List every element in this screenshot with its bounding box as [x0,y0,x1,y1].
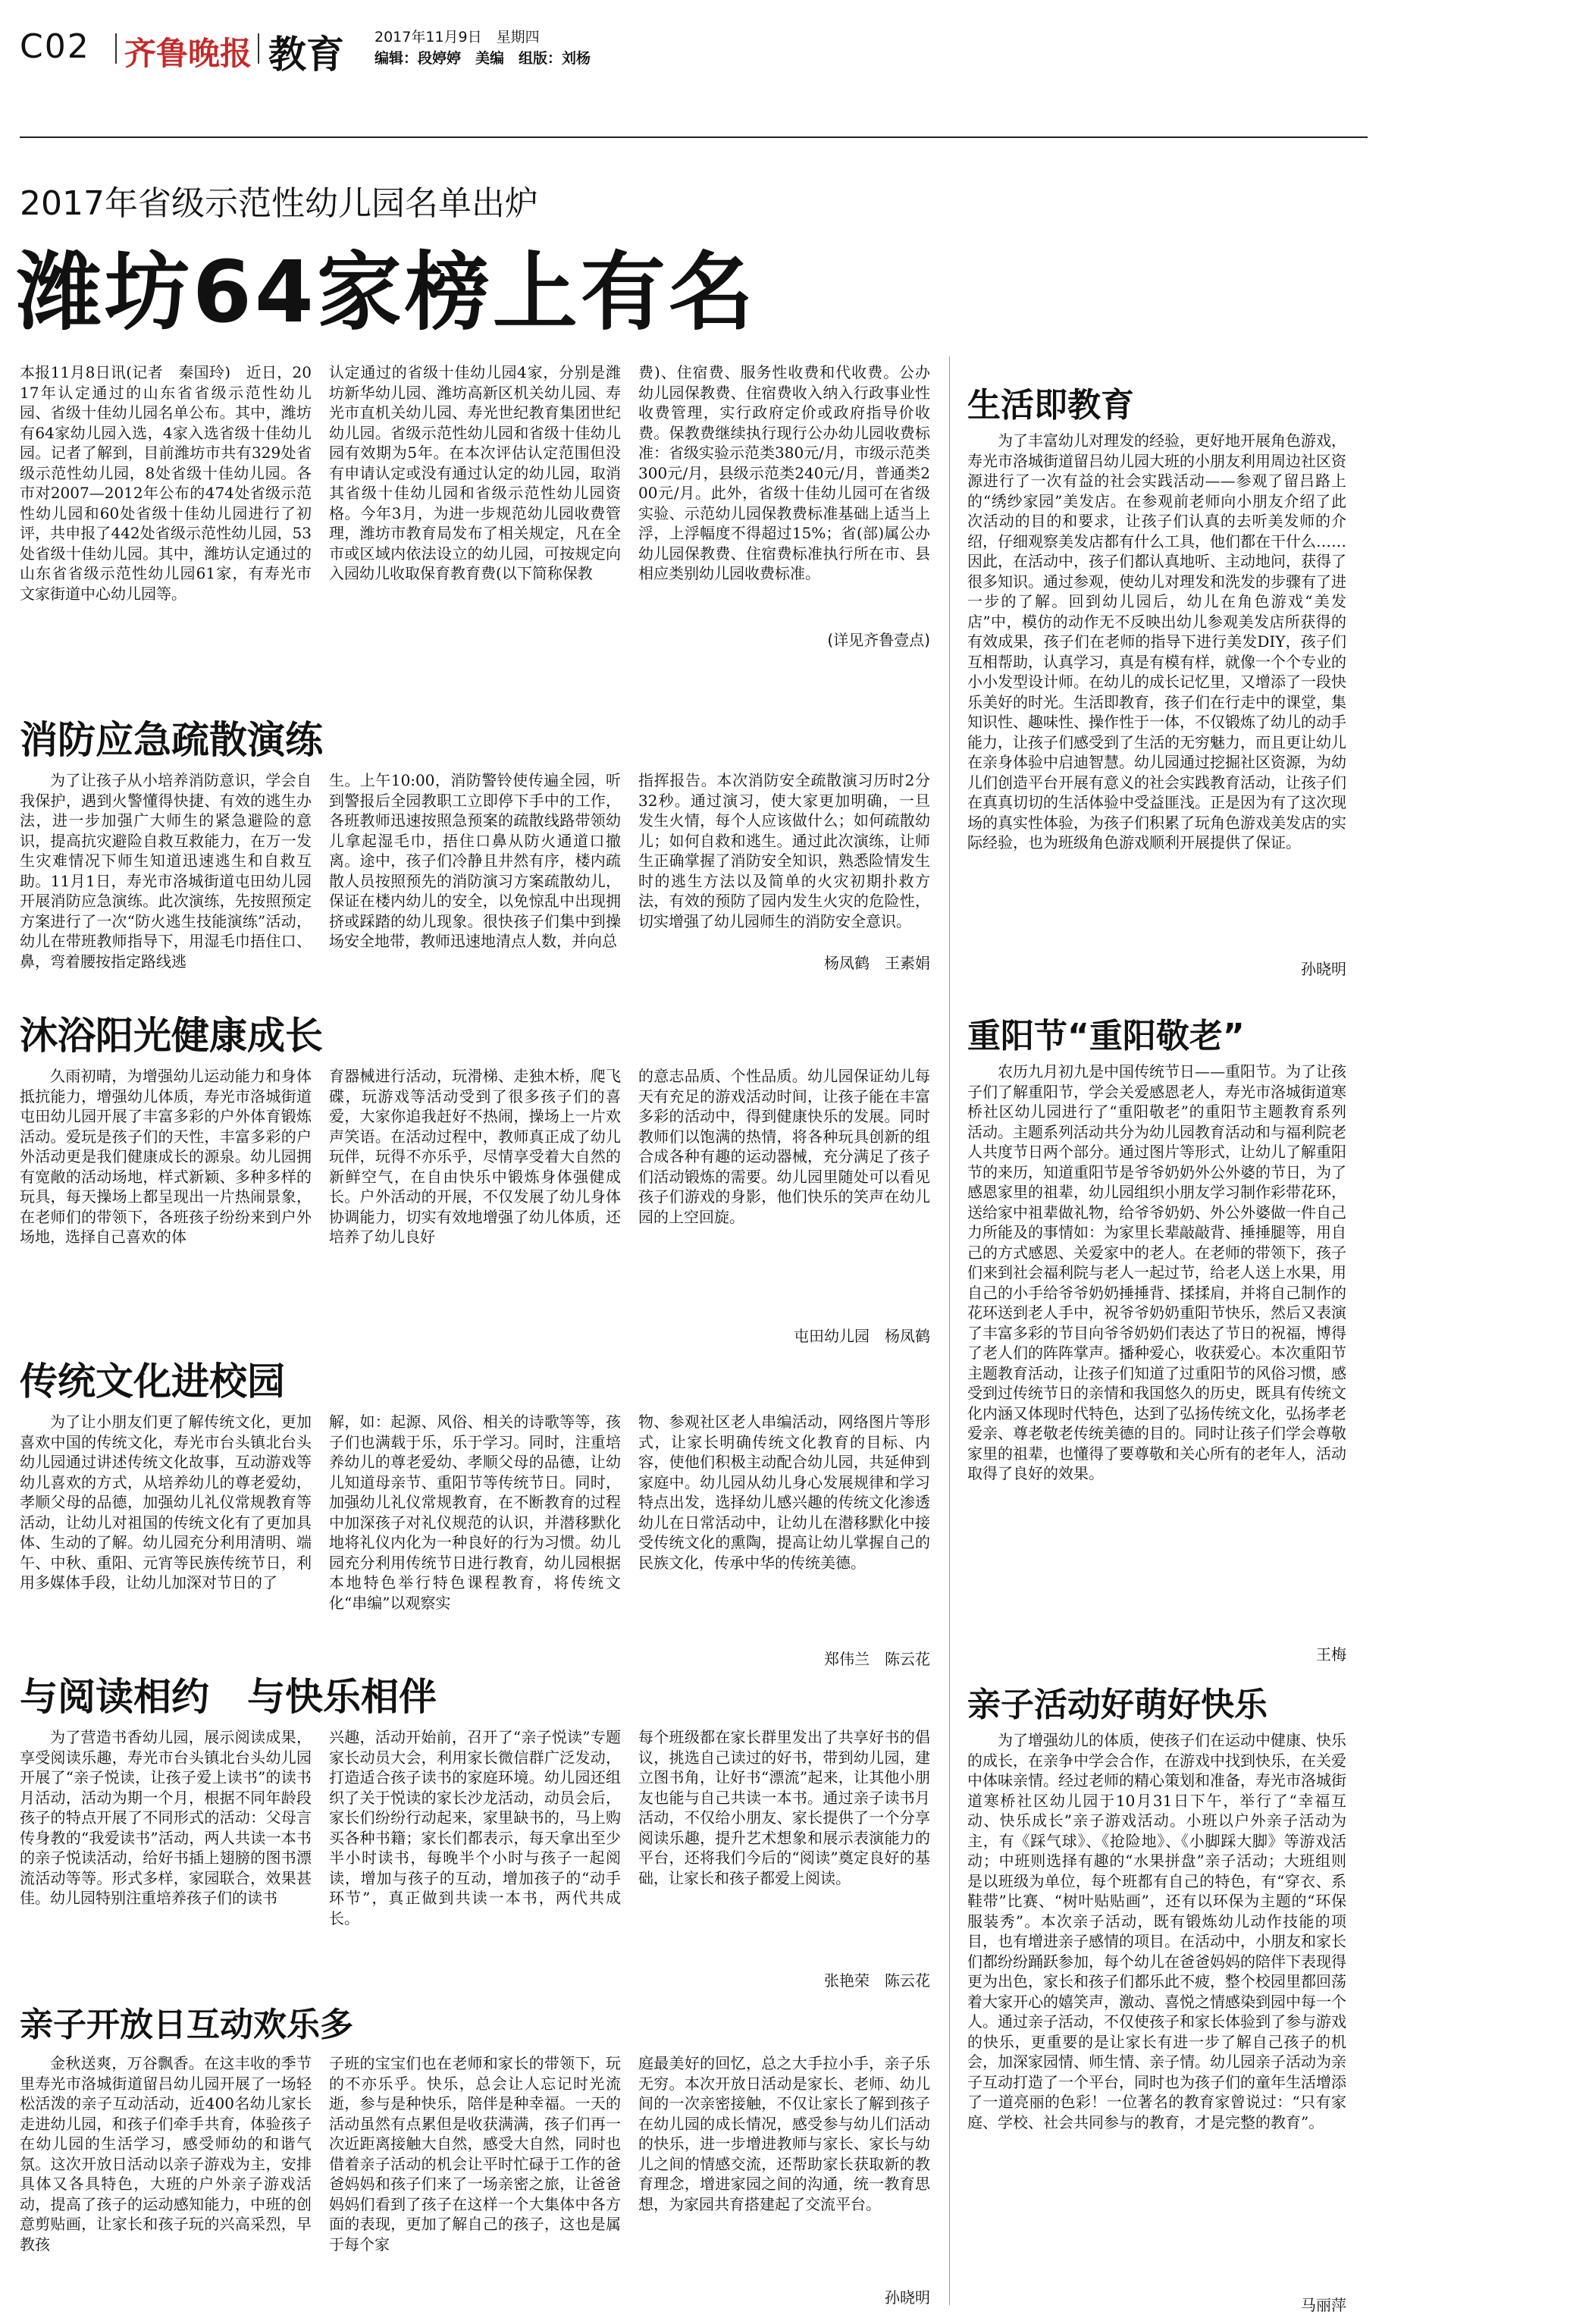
reading-byline: 张艳荣 陈云花 [824,1971,930,1990]
sunshine-column-3: 的意志品质、个性品质。幼儿园保证幼儿每天有充足的游戏活动时间，让孩子能在丰富多彩的活动中，得到健康快乐的发展。同时教师们以饱满的热情，将各种玩具创新的组合成各种有趣的运动器械，充分满足了孩子们活动锻炼的需要。幼儿园里随处可以看见孩子们游戏的身影，他们快乐的笑声在幼儿园的上空回旋。 [638,1067,930,1226]
culture-column-1: 为了让小朋友们更了解传统文化，更加喜欢中国的传统文化，寿光市台头镇北台头幼儿园通过讲述传统文化故事，互动游戏等幼儿喜欢的方式，从培养幼儿的尊老爱幼，孝顺父母的品德，加强幼儿礼仪常规教育等活动，让幼儿对祖国的传统文化有了更加具体、生动的了解。幼儿园充分利用清明、端午、中秋、重阳、元宵等民族传统节日，利用多媒体手段，让幼儿加深对节日的了 [20,1413,312,1592]
page-number: C02 [20,27,90,66]
lead-kicker: 2017年省级示范性幼儿园名单出炉 [20,184,538,223]
sunshine-column-1: 久雨初晴，为增强幼儿运动能力和身体抵抗能力，增强幼儿体质，寿光市洛城街道屯田幼儿园开展了丰富多彩的户外体育锻炼活动。爱玩是孩子们的天性，丰富多彩的户外活动更是我们健康成长的源泉。幼儿园拥有宽敞的活动场地，样式新颖、多种多样的玩具，每天操场上都呈现出一片热闹景象，在老师们的带领下，各班孩子纷纷来到户外场地，选择自己喜欢的体 [20,1067,312,1246]
sunshine-column-2: 育器械进行活动，玩滑梯、走独木桥，爬飞碟，玩游戏等活动受到了很多孩子们的喜爱，大家你追我赶好不热闹，操场上一片欢声笑语。在活动过程中，教师真正成了幼儿玩伴，玩得不亦乐乎，尽情享受着大自然的新鲜空气，在自由快乐中锻炼身体强健成长。户外活动的开展，不仅发展了幼儿身体协调能力，切实有效地增强了幼儿体质，还培养了幼儿良好 [329,1067,621,1246]
open-day-byline: 孙晓明 [885,2288,930,2307]
chongyang-title: 重阳节“重阳敬老” [967,1017,1245,1055]
sunshine-byline: 屯田幼儿园 杨凤鹤 [794,1327,930,1345]
fire-drill-column-2: 生。上午10:00，消防警铃使传遍全园，听到警报后全园教职工立即停下手中的工作，各班教师迅速按照急预案的疏散线路带领幼儿拿起湿毛巾，捂住口鼻从防火通道口撤离。途中，孩子们冷静且井然有序，楼内疏散人员按照预先的消防演习方案疏散幼儿，保证在楼内幼儿的安全，以免惊乱中出现拥挤或踩踏的幼儿现象。很快孩子们集中到操场安全地带，教师迅速地清点人数，并向总 [329,771,621,950]
reading-column-3: 每个班级都在家长群里发出了共享好书的倡议，挑选自己读过的好书，带到幼儿园，建立图书角，让好书“漂流”起来，让其他小朋友也能与自己共读一本书。通过亲子读书月活动，不仅给小朋友、家长提供了一个分享阅读乐趣，提升艺术想象和展示表演能力的平台，还将我们今后的“阅读”奠定良好的基础，让家长和孩子都爱上阅读。 [638,1728,930,1887]
lead-column-3: 费)、住宿费、服务性收费和代收费。公办幼儿园保教费、住宿费收入纳入行政事业性收费管理，实行政府定价或政府指导价收费。保教费继续执行现行公办幼儿园收费标准：省级实验示范类380元/月，市级示范类300元/月，县级示范类240元/月，普通类200元/月。此外，省级十佳幼儿园可在省级实验、示范幼儿园保教费标准基础上适当上浮，上浮幅度不得超过15%；省(部)属公办幼儿园保教费、住宿费标准执行所在市、县相应类别幼儿园收费标准。 [638,363,930,582]
fire-drill-column-1: 为了让孩子从小培养消防意识，学会自我保护，遇到火警懂得快捷、有效的逃生办法，进一步加强广大师生的紧急避险的意识，提高抗灾避险自救互救能力，在万一发生灾难情况下师生知道迅速逃生和自救互助。11月1日，寿光市洛城街道屯田幼儿园开展消防应急演练。此次演练，先按照预定方案进行了一次“防火逃生技能演练”活动，幼儿在带班教师指导下，用湿毛巾捂住口、鼻，弯着腰按指定路线逃 [20,771,312,971]
masthead-divider [115,33,117,64]
open-day-column-1: 金秋送爽，万谷飘香。在这丰收的季节里寿光市洛城街道留吕幼儿园开展了一场轻松活泼的亲子互动活动，近400名幼儿家长走进幼儿园，和孩子们牵手共育，体验孩子在幼儿园的生活学习，感受师幼的和谐气氛。这次开放日活动以亲子游戏为主，安排具体又各具特色，大班的户外亲子游戏活动，提高了孩子的运动感知能力，中班的创意剪贴画，让家长和孩子玩的兴高采烈，早教孩 [20,2054,312,2253]
header-rule [20,136,1368,138]
masthead-divider [258,33,259,64]
chongyang-body: 农历九月初九是中国传统节日——重阳节。为了让孩子们了解重阳节，学会关爱感恩老人，寿光市洛城街道寒桥社区幼儿园进行了“重阳敬老”的重阳节主题教育系列活动。主题系列活动共分为幼儿园教育活动和与福利院老人共度节日两个部分。通过图片等形式，让幼儿了解重阳节的来历，知道重阳节是爷爷奶奶外公外婆的节日，为了感恩家里的祖辈，幼儿园组织小朋友学习制作彩带花环，送给家中祖辈做礼物，给爷爷奶奶、外公外婆做一件自己力所能及的事情如：为家里长辈敲敲背、捶捶腿等，用自己的方式感恩、关爱家中的老人。在老师的带领下，孩子们来到社会福利院与老人一起过节，给老人送上水果，用自己的小手给爷爷奶奶捶捶背、揉揉肩，并将自己制作的花环送到老人手中，祝爷爷奶奶重阳节快乐，然后又表演了丰富多彩的节目向爷爷奶奶们表达了节日的祝福，博得了老人们的阵阵掌声。播种爱心，收获爱心。本次重阳节主题教育活动，让孩子们知道了过重阳节的风俗习惯，感受到过传统节日的亲情和我国悠久的历史，既具有传统文化内涵又体现时代特色，达到了弘扬传统文化，弘扬孝老爱亲、尊老敬老传统美德的目的。同时让孩子们学会尊敬家里的祖辈，也懂得了要尊敬和关心所有的老年人，活动取得了良好的效果。 [967,1062,1346,1482]
parent-child-body: 为了增强幼儿的体质，使孩子们在运动中健康、快乐的成长，在亲争中学会合作，在游戏中找到快乐，在关爱中体味亲情。经过老师的精心策划和准备，寿光市洛城街道寒桥社区幼儿园于10月31日下午，举行了“幸福互动、快乐成长”亲子游戏活动。小班以户外亲子活动为主，有《踩气球》、《抢险地》、《小脚踩大脚》等游戏活动；中班则选择有趣的“水果拼盘”亲子活动；大班组则是以班级为单位，每个班都有自己的特色，有“穿衣、系鞋带”比赛、“树叶贴贴画”，还有以环保为主题的“环保服装秀”。本次亲子活动，既有锻炼幼儿动作技能的项目，也有增进亲子感情的项目。在活动中，小朋友和家长们都纷纷踊跃参加，每个幼儿在爸爸妈妈的陪伴下表现得更为出色，家长和孩子们都乐此不疲，整个校园里都回荡着大家开心的嬉笑声，激动、喜悦之情感染到园中每一个人。通过亲子活动，不仅使孩子和家长体验到了参与游戏的快乐，更重要的是让家长有进一步了解自己孩子的机会，加深家园情、师生情、亲子情。幼儿园亲子活动为亲子互动打造了一个平台，同时也为孩子们的童年生活增添了一道亮丽的色彩！一位著名的教育家曾说过：“只有家庭、学校、社会共同参与的教育，才是完整的教育”。 [967,1731,1346,2131]
reading-title: 与阅读相约 与快乐相伴 [20,1675,437,1719]
life-education-body: 为了丰富幼儿对理发的经验，更好地开展角色游戏，寿光市洛城街道留吕幼儿园大班的小朋友利用周边社区资源进行了一次有益的社会实践活动——参观了留吕路上的“绣纱家园”美发店。在参观前老师向小朋友介绍了此次活动的目的和要求，让孩子们认真的去听美发师的介绍，仔细观察美发店都有什么工具，他们都在干什么……因此，在活动中，孩子们都认真地听、主动地问，获得了很多知识。通过参观，使幼儿对理发和洗发的步骤有了进一步的了解。回到幼儿园后，幼儿在角色游戏“美发店”中，模仿的动作无不反映出幼儿参观美发店所获得的有效成果，孩子们在老师的指导下进行美发DIY，孩子们互相帮助，认真学习，真是有模有样，就像一个个专业的小小发型设计师。在幼儿的成长记忆里，又增添了一段快乐美好的时光。生活即教育，孩子们在行走中的课堂，集知识性、趣味性、操作性于一体，不仅锻炼了幼儿的动手能力，让孩子们感受到了生活的无穷魅力，而且更让幼儿在亲身体验中启迪智慧。幼儿园通过挖掘社区资源，为幼儿们创造平台开展有意义的社会实践教育活动，让孩子们在真真切切的生活体验中受益匪浅。正是因为有了这次现场的真实性体验，为孩子们积累了玩角色游戏美发店的实际经验，也为班级角色游戏顺利开展提供了保证。 [967,431,1346,852]
culture-column-2: 解，如：起源、风俗、相关的诗歌等等，孩子们也满载于乐，乐于学习。同时，注重培养幼儿的尊老爱幼、孝顺父母的品德，让幼儿知道母亲节、重阳节等传统节日。同时，加强幼儿礼仪常规教育，在不断教育的过程中加深孩子对礼仪规范的认识，并潜移默化地将礼仪内化为一种良好的行为习惯。幼儿园充分利用传统节日进行教育，幼儿园根据本地特色举行特色课程教育，将传统文化“串编”以观察实 [329,1413,621,1612]
lead-headline: 潍坊64家榜上有名 [17,243,757,342]
column-divider [949,356,950,2305]
fire-drill-byline: 杨凤鹤 王素娟 [824,954,930,972]
open-day-title: 亲子开放日互动欢乐多 [20,2006,353,2044]
fire-drill-column-3: 指挥报告。本次消防安全疏散演习历时2分32秒。通过演习，使大家更加明确，一旦发生火情，每个人应该做什么；如何疏散幼儿；如何自救和逃生。通过此次演练，让师生正确掌握了消防安全知识，熟悉险情发生时的逃生方法以及简单的火灾初期扑救方法，有效的预防了园内发生火灾的危险性，切实增强了幼儿园师生的消防安全意识。 [638,771,930,930]
reading-column-1: 为了营造书香幼儿园，展示阅读成果，享受阅读乐趣，寿光市台头镇北台头幼儿园开展了“亲子悦读，让孩子爱上读书”的读书月活动，活动为期一个月，根据不同年龄段孩子的特点开展了不同形式的活动：父母言传身教的“我爱读书”活动，两人共读一本书的亲子悦读活动，给好书插上翅膀的图书漂流活动等等。形式多样，家园联合，效果甚佳。幼儿园特别注重培养孩子们的读书 [20,1728,312,1907]
parent-child-byline: 马丽萍 [1301,2296,1346,2314]
parent-child-title: 亲子活动好萌好快乐 [967,1686,1268,1724]
open-day-column-2: 子班的宝宝们也在老师和家长的带领下，玩的不亦乐乎。快乐，总会让人忘记时光流逝，参与是种快乐，陪伴是种幸福。一天的活动虽然有点累但是收获满满，孩子们再一次近距离接触大自然，感受大自然，同时也借着亲子活动的机会让平时忙碌于工作的爸爸妈妈和孩子们来了一场亲密之旅，让爸爸妈妈们看到了孩子在这样一个大集体中各方面的表现，更加了解自己的孩子，这也是属于每个家 [329,2054,621,2253]
editor-credits: 编辑：段婷婷 美编 组版：刘杨 [374,50,591,67]
life-education-title: 生活即教育 [967,386,1134,425]
section-name: 教育 [268,33,344,77]
lead-column-1: 本报11月8日讯(记者 秦国玲) 近日，2017年认定通过的山东省省级示范性幼儿园、省级十佳幼儿园名单公布。其中，潍坊有64家幼儿园入选，4家入选省级十佳幼儿园。记者了解到，目前潍坊市共有329处省级示范性幼儿园，8处省级十佳幼儿园。各市对2007—2012年公布的474处省级示范性幼儿园和60处省级十佳幼儿园进行了初评，共申报了442处省级示范性幼儿园，53处省级十佳幼儿园。其中，潍坊认定通过的山东省省级示范性幼儿园61家，有寿光市文家街道中心幼儿园等。 [20,363,312,603]
lead-column-2: 认定通过的省级十佳幼儿园4家，分别是潍坊新华幼儿园、潍坊高新区机关幼儿园、寿光市直机关幼儿园、寿光世纪教育集团世纪幼儿园。省级示范性幼儿园和省级十佳幼儿园有效期为5年。在本次评估认定范围但没有申请认定或没有通过认定的幼儿园，取消其省级十佳幼儿园和省级示范性幼儿园资格。今年3月，为进一步规范幼儿园收费管理，潍坊市教育局发布了相关规定，凡在全市或区域内依法设立的幼儿园，可按规定向入园幼儿收取保育教育费(以下简称保教 [329,363,621,582]
open-day-column-3: 庭最美好的回忆，总之大手拉小手，亲子乐无穷。本次开放日活动是家长、老师、幼儿间的一次亲密接触，不仅让家长了解到孩子在幼儿园的成长情况，感受参与幼儿们活动的快乐，进一步增进教师与家长、家长与幼儿之间的情感交流，还帮助家长获取新的教育理念，增进家园之间的沟通，统一教育思想，为家园共育搭建起了交流平台。 [638,2054,930,2213]
chongyang-byline: 王梅 [1316,1645,1346,1664]
culture-column-3: 物、参观社区老人串编活动，网络图片等形式，让家长明确传统文化教育的目标、内容，使他们积极主动配合幼儿园，共延伸到家庭中。幼儿园从幼儿身心发展规律和学习特点出发，选择幼儿感兴趣的传统文化渗透幼儿在日常活动中，让幼儿在潜移默化中接受传统文化的熏陶，提高让幼儿掌握自己的民族文化，传承中华的传统美德。 [638,1413,930,1572]
sunshine-title: 沐浴阳光健康成长 [20,1014,323,1058]
fire-drill-title: 消防应急疏散演练 [20,718,323,762]
culture-title: 传统文化进校园 [20,1360,285,1403]
culture-byline: 郑伟兰 陈云花 [824,1650,930,1668]
lead-reference: (详见齐鲁壹点) [827,631,930,649]
newspaper-logo: 齐鲁晚报 [124,35,252,72]
life-education-byline: 孙晓明 [1301,960,1346,978]
reading-column-2: 兴趣，活动开始前，召开了“亲子悦读”专题家长动员大会，利用家长微信群广泛发动，打造适合孩子读书的家庭环境。幼儿园还组织了关于悦读的家长沙龙活动，动员会后，家长们纷纷行动起来，家里缺书的，马上购买各种书籍；家长们都表示，每天拿出至少半小时读书，每晚半个小时与孩子一起阅读，增加与孩子的互动，增加孩子的“动手环节”，真正做到共读一本书，两代共成长。 [329,1728,621,1927]
issue-date: 2017年11月9日 星期四 [374,29,540,45]
